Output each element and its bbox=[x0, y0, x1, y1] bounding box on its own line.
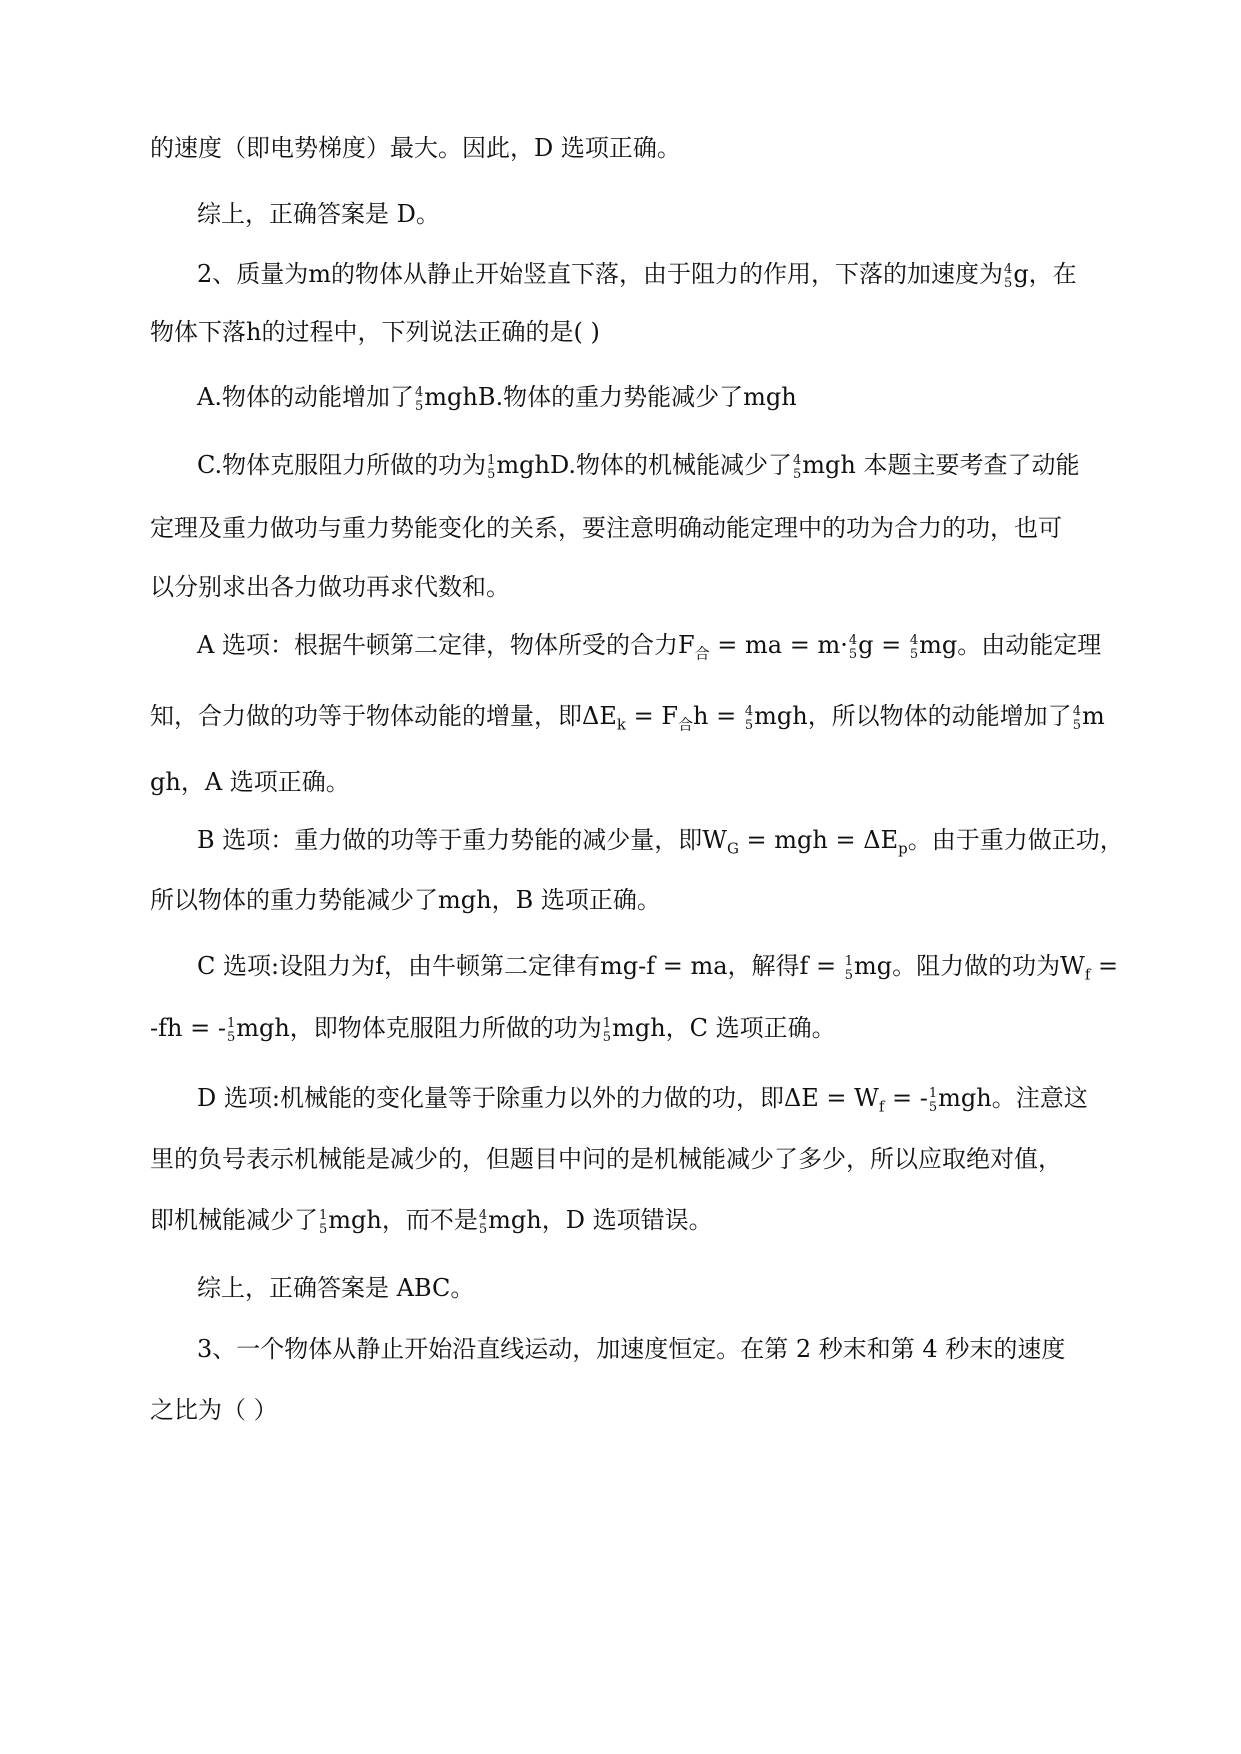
fraction-four-fifths: 4 5 bbox=[1072, 703, 1081, 733]
fraction-one-fifth: 1 5 bbox=[602, 1015, 612, 1045]
question-2-line-2: 物体下落h的过程中，下列说法正确的是( ) bbox=[150, 318, 600, 346]
fraction-four-fifths: 4 5 bbox=[793, 452, 802, 482]
option-a-analysis-line-1: A 选项：根据牛顿第二定律，物体所受的合力$F_合$ = ma = m· 4 5 g = 4 5 mg。由动能定理 bbox=[197, 631, 1102, 663]
fraction-one-fifth: 1 5 bbox=[226, 1015, 236, 1045]
analysis-intro-line-3: 以分别求出各力做功再求代数和。 bbox=[150, 573, 510, 601]
fraction-one-fifth: 1 5 bbox=[844, 953, 854, 983]
fraction-one-fifth: 1 5 bbox=[319, 1207, 328, 1237]
question-2-line-1: 2、质量为m的物体从静止开始竖直下落，由于阻力的作用，下落的加速度为 4 5 g，在 bbox=[197, 260, 1077, 291]
analysis-intro-line-2: 定理及重力做功与重力势能变化的关系，要注意明确动能定理中的功为合力的功，也可 bbox=[150, 514, 1062, 542]
option-c-analysis-line-2: -fh = - 1 5 mgh，即物体克服阻力所做的功为 1 5 mgh，C 选项正确。 bbox=[150, 1014, 836, 1045]
option-b-analysis-line-1: B 选项：重力做的功等于重力势能的减少量，即$W_G$ = mgh = $\Delta E_p$。由于重力做正功， bbox=[197, 826, 1124, 858]
option-d-analysis-line-3: 即机械能减少了 1 5 mgh，而不是 4 5 mgh，D 选项错误。 bbox=[150, 1206, 713, 1237]
fraction-four-fifths: 4 5 bbox=[744, 703, 754, 733]
fraction-four-fifths: 4 5 bbox=[478, 1207, 488, 1237]
fraction-four-fifths: 4 5 bbox=[848, 632, 858, 662]
fraction-one-fifth: 1 5 bbox=[487, 452, 496, 482]
option-a-analysis-line-3: gh，A 选项正确。 bbox=[150, 768, 350, 796]
option-d-analysis-line-2: 里的负号表示机械能是减少的，但题目中问的是机械能减少了多少，所以应取绝对值， bbox=[150, 1145, 1062, 1173]
options-c-d: C.物体克服阻力所做的功为 1 5 mghD.物体的机械能减少了 4 5 mgh 本题主要考查了动能 bbox=[197, 451, 1080, 482]
options-a-b: A.物体的动能增加了 4 5 mghB.物体的重力势能减少了mgh bbox=[197, 383, 797, 414]
paragraph-line: 的速度（即电势梯度）最大。因此，D 选项正确。 bbox=[150, 134, 681, 162]
option-b-analysis-line-2: 所以物体的重力势能减少了mgh，B 选项正确。 bbox=[150, 886, 661, 914]
question-3-line-2: 之比为（ ） bbox=[150, 1396, 278, 1424]
fraction-four-fifths: 4 5 bbox=[414, 384, 424, 414]
option-c-analysis-line-1: C 选项:设阻力为f，由牛顿第二定律有mg-f = ma，解得f = 1 5 mg。阻力做的功为$W_f$ = bbox=[197, 952, 1119, 984]
option-d-analysis-line-1: D 选项:机械能的变化量等于除重力以外的力做的功，即$\Delta E = W_f$ = - 1 5 mgh。注意这 bbox=[197, 1084, 1088, 1116]
fraction-four-fifths: 4 5 bbox=[909, 632, 919, 662]
option-a-analysis-line-2: 知，合力做的功等于物体动能的增量，即$\Delta E_k = F_合h$ = 4 5 mgh，所以物体的动能增加了 4 5 m bbox=[150, 702, 1105, 734]
conclusion-line: 综上，正确答案是 D。 bbox=[197, 200, 440, 228]
question-3-line-1: 3、一个物体从静止开始沿直线运动，加速度恒定。在第 2 秒末和第 4 秒末的速度 bbox=[197, 1335, 1066, 1363]
conclusion-line: 综上，正确答案是 ABC。 bbox=[197, 1274, 475, 1302]
fraction-one-fifth: 1 5 bbox=[928, 1085, 938, 1115]
fraction-four-fifths: 4 5 bbox=[1004, 261, 1013, 291]
